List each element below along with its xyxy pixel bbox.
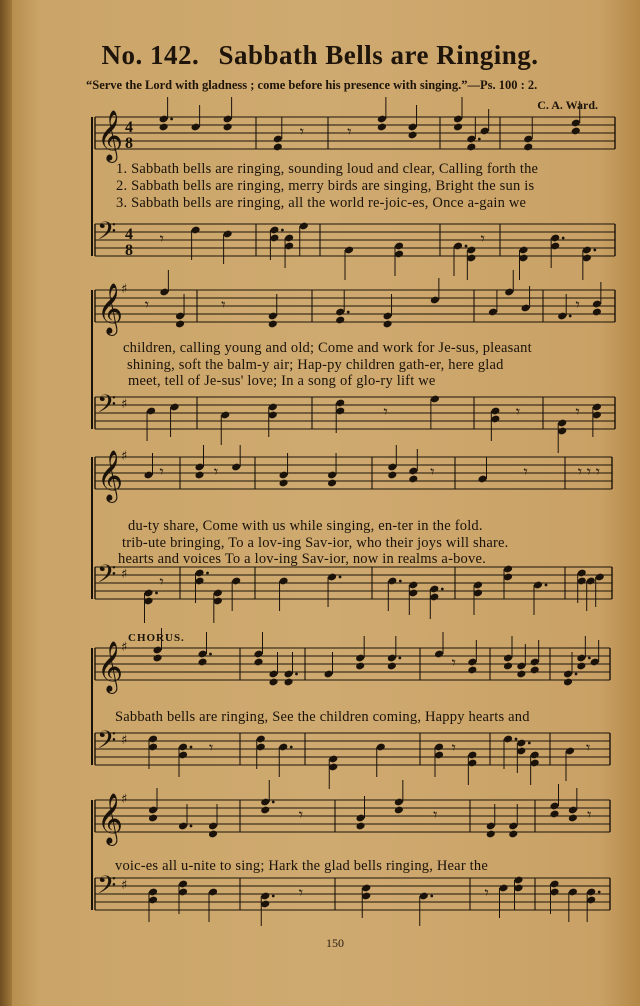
note-head bbox=[253, 658, 263, 667]
rest-symbol: 𝄾 bbox=[577, 462, 582, 481]
rest-symbol: 𝄾 bbox=[433, 805, 438, 824]
dot-mark bbox=[478, 138, 481, 141]
rest-symbol: 𝄾 bbox=[586, 738, 591, 757]
rest-symbol: 𝄾 bbox=[451, 653, 456, 672]
dot-mark bbox=[281, 229, 284, 232]
rest-symbol: 𝄾 bbox=[575, 295, 580, 314]
note-head bbox=[148, 814, 158, 823]
rest-symbol: 𝄾 bbox=[347, 122, 352, 141]
page-number: 150 bbox=[326, 936, 344, 950]
rest-symbol: 𝄾 bbox=[515, 402, 521, 421]
note-head bbox=[279, 479, 289, 488]
sharp-key-signature: ♯ bbox=[121, 282, 128, 297]
verse1-line2: children, calling young and old; Come and work for Je-sus, pleasant bbox=[123, 340, 532, 356]
note-head bbox=[467, 666, 477, 675]
treble-clef-symbol: 𝄞 bbox=[97, 450, 124, 501]
note-head bbox=[283, 678, 293, 687]
dot-mark bbox=[562, 237, 565, 240]
treble-clef-symbol: 𝄞 bbox=[97, 283, 124, 334]
rest-symbol: 𝄾 bbox=[383, 402, 388, 421]
note-head bbox=[260, 806, 270, 815]
note-head bbox=[355, 662, 365, 671]
dot-mark bbox=[209, 653, 212, 656]
note-head bbox=[387, 471, 397, 480]
dot-mark bbox=[598, 891, 601, 894]
note-head bbox=[335, 316, 345, 325]
sharp-key-signature: ♯ bbox=[121, 733, 128, 748]
note-head bbox=[268, 320, 278, 329]
note-head bbox=[197, 658, 207, 667]
chorus-line2: voic-es all u-nite to sing; Hark the glad bells ringing, Hear the bbox=[115, 858, 488, 874]
note-head bbox=[159, 123, 169, 132]
rest-symbol: 𝄾 bbox=[298, 883, 304, 902]
verse1-line3: du-ty share, Come with us while singing, en-ter in the fold. bbox=[128, 518, 483, 534]
note-head bbox=[152, 654, 162, 663]
verse1-line1: 1. Sabbath bells are ringing, sounding loud and clear, Calling forth the bbox=[116, 161, 539, 177]
composer-credit: C. A. Ward. bbox=[537, 98, 598, 112]
note-head bbox=[530, 666, 540, 675]
rest-symbol: 𝄾 bbox=[595, 462, 600, 481]
note-head bbox=[268, 678, 278, 687]
rest-symbol: 𝄾 bbox=[587, 805, 592, 824]
note-head bbox=[194, 471, 204, 480]
rest-symbol: 𝄾 bbox=[451, 738, 456, 757]
rest-symbol: 𝄾 bbox=[523, 462, 528, 481]
rest-symbol: 𝄾 bbox=[213, 462, 219, 481]
dot-mark bbox=[170, 118, 173, 121]
rest-symbol: 𝄾 bbox=[484, 883, 489, 902]
note-head bbox=[327, 479, 337, 488]
note-head bbox=[568, 814, 578, 823]
time-signature-bottom: 8 bbox=[125, 242, 133, 259]
time-signature-bottom: 8 bbox=[125, 135, 133, 152]
rest-symbol: 𝄾 bbox=[159, 229, 164, 248]
note-head bbox=[175, 320, 185, 329]
rest-symbol: 𝄾 bbox=[221, 295, 226, 314]
note-head bbox=[466, 143, 476, 152]
sharp-key-signature: ♯ bbox=[121, 792, 128, 807]
sharp-key-signature: ♯ bbox=[121, 567, 128, 582]
dot-mark bbox=[347, 311, 350, 314]
time-signature-top: 4 bbox=[125, 119, 133, 136]
note-head bbox=[549, 810, 559, 819]
sharp-key-signature: ♯ bbox=[121, 449, 128, 464]
dot-mark bbox=[272, 895, 275, 898]
dot-mark bbox=[528, 742, 531, 745]
rest-symbol: 𝄾 bbox=[159, 462, 164, 481]
verse3-line1: 3. Sabbath bells are ringing, all the world re-joic-es, Once a-gain we bbox=[116, 195, 527, 211]
note-head bbox=[408, 475, 418, 484]
dot-mark bbox=[545, 584, 548, 587]
note-head bbox=[563, 678, 573, 687]
dot-mark bbox=[399, 580, 402, 583]
note-head bbox=[523, 143, 533, 152]
note-head bbox=[377, 123, 387, 132]
dot-mark bbox=[430, 895, 433, 898]
verse2-line1: 2. Sabbath bells are ringing, merry birds are singing, Bright the sun is bbox=[116, 178, 535, 194]
sharp-key-signature: ♯ bbox=[121, 878, 128, 893]
dot-mark bbox=[441, 588, 444, 591]
chorus-label: CHORUS. bbox=[128, 632, 185, 644]
note-head bbox=[382, 320, 392, 329]
rest-symbol: 𝄾 bbox=[144, 295, 149, 314]
verse2-line2: shining, soft the balm-y air; Hap-py children gath-er, here glad bbox=[127, 357, 504, 373]
sharp-key-signature: ♯ bbox=[121, 640, 128, 655]
dot-mark bbox=[290, 746, 293, 749]
dot-mark bbox=[465, 245, 468, 248]
sharp-key-signature: ♯ bbox=[121, 397, 128, 412]
dot-mark bbox=[515, 738, 518, 741]
note-head bbox=[571, 127, 581, 136]
rest-symbol: 𝄾 bbox=[480, 229, 485, 248]
note-head bbox=[503, 662, 513, 671]
rest-symbol: 𝄾 bbox=[575, 402, 580, 421]
dot-mark bbox=[206, 572, 209, 575]
note-head bbox=[508, 830, 518, 839]
dot-mark bbox=[190, 825, 193, 828]
bass-clef-symbol: 𝄢 bbox=[97, 560, 117, 595]
dot-mark bbox=[569, 315, 572, 318]
rest-symbol: 𝄾 bbox=[159, 572, 164, 591]
note-head bbox=[273, 143, 283, 152]
verse3-line3: hearts and voices To a lov-ing Sav-ior, now in realms a-bove. bbox=[118, 551, 486, 567]
treble-clef-symbol: 𝄞 bbox=[97, 641, 124, 692]
dot-mark bbox=[339, 576, 342, 579]
scripture-epigraph: “Serve the Lord with gladness ; come before his presence with singing.”—Ps. 100 : 2. bbox=[86, 78, 538, 92]
dot-mark bbox=[593, 249, 596, 252]
hymn-name: Sabbath Bells are Ringing. bbox=[218, 40, 539, 70]
note-head bbox=[223, 123, 233, 132]
note-head bbox=[453, 123, 463, 132]
note-head bbox=[394, 806, 404, 815]
bass-clef-symbol: 𝄢 bbox=[97, 726, 117, 761]
rest-symbol: 𝄾 bbox=[430, 462, 435, 481]
note-head bbox=[486, 830, 496, 839]
rest-symbol: 𝄾 bbox=[299, 122, 305, 141]
dot-mark bbox=[190, 746, 193, 749]
dot-mark bbox=[588, 657, 591, 660]
treble-clef-symbol: 𝄞 bbox=[97, 110, 124, 161]
dot-mark bbox=[155, 592, 158, 595]
note-head bbox=[208, 830, 218, 839]
rest-symbol: 𝄾 bbox=[298, 805, 304, 824]
dot-mark bbox=[575, 673, 578, 676]
dot-mark bbox=[398, 657, 401, 660]
verse3-line2: meet, tell of Je-sus' love; In a song of glo-ry lift we bbox=[128, 373, 436, 389]
note-head bbox=[387, 662, 397, 671]
chorus-line1: Sabbath bells are ringing, See the children coming, Happy hearts and bbox=[115, 709, 530, 725]
hymn-number: No. 142. bbox=[101, 40, 200, 70]
note-head bbox=[355, 822, 365, 831]
treble-clef-symbol: 𝄞 bbox=[97, 793, 124, 844]
dot-mark bbox=[272, 801, 275, 804]
bass-clef-symbol: 𝄢 bbox=[97, 390, 117, 425]
note-head bbox=[592, 308, 602, 317]
dot-mark bbox=[295, 673, 298, 676]
bass-clef-symbol: 𝄢 bbox=[97, 871, 117, 906]
note-head bbox=[516, 670, 526, 679]
note-head bbox=[407, 131, 417, 140]
note-head bbox=[576, 662, 586, 671]
rest-symbol: 𝄾 bbox=[586, 462, 591, 481]
bass-clef-symbol: 𝄢 bbox=[97, 217, 117, 252]
verse2-line3: trib-ute bringing, To a lov-ing Sav-ior, who their joys will share. bbox=[122, 535, 509, 551]
time-signature-top: 4 bbox=[125, 226, 133, 243]
rest-symbol: 𝄾 bbox=[209, 738, 214, 757]
